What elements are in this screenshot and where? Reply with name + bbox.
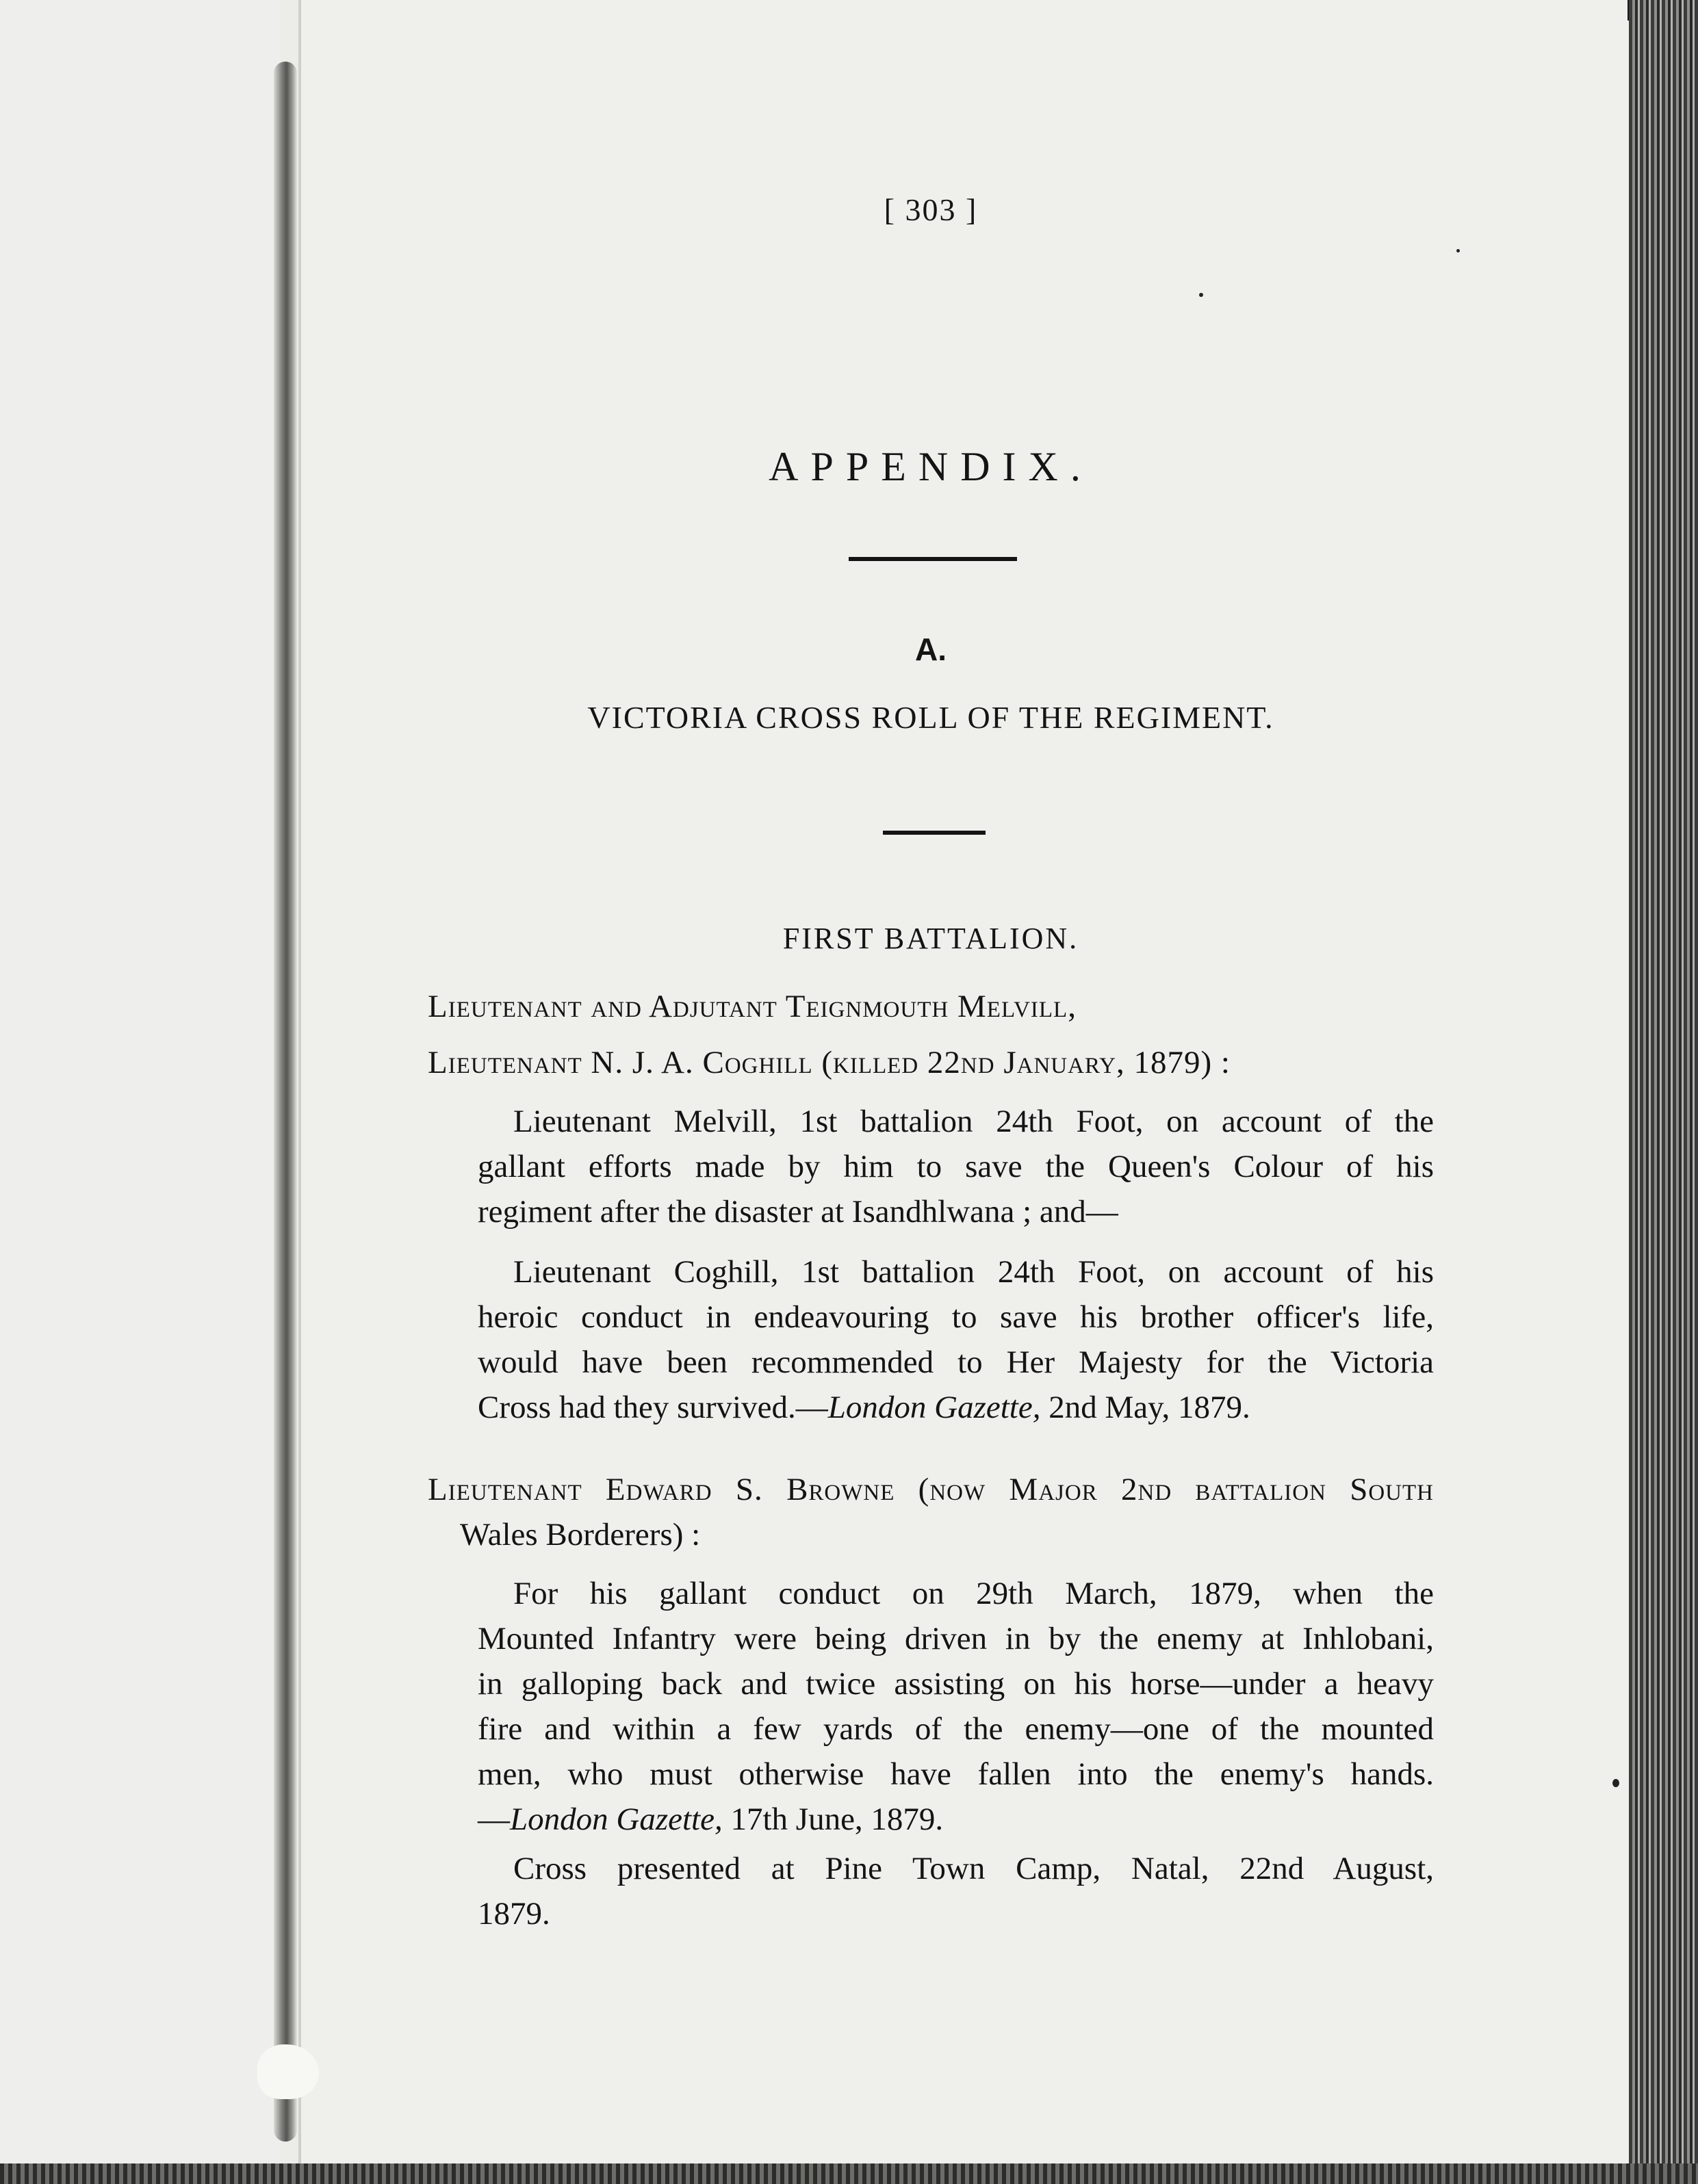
section-title: VICTORIA CROSS ROLL OF THE REGIMENT. <box>587 700 1274 735</box>
book-gutter <box>274 62 297 2142</box>
entry-2-heading-line-2: Wales Borderers) : <box>460 1517 701 1552</box>
page-title: APPENDIX. <box>769 444 1093 489</box>
text-line: gallant efforts made by him to save the Queen's Colour of his <box>478 1149 1434 1184</box>
page-number: [ 303 ] <box>884 192 978 227</box>
battalion-heading: FIRST BATTALION. <box>782 922 1079 955</box>
page-edges <box>1629 0 1698 2184</box>
text-fragment: Cross had they survived.— <box>478 1390 828 1425</box>
facing-page-margin <box>0 0 281 2184</box>
scan-speck <box>1612 1779 1619 1787</box>
text-line: men, who must otherwise have fallen into the enemy's hands. <box>478 1756 1434 1792</box>
entry-2-heading-line-1: Lieutenant Edward S. Browne (now Major 2nd battalion South <box>428 1472 1434 1507</box>
text-line: Lieutenant Coghill, 1st battalion 24th Foot, on account of his <box>513 1254 1434 1290</box>
gazette-citation: London Gazette, <box>510 1802 723 1837</box>
text-fragment: — <box>478 1802 510 1837</box>
text-line: Lieutenant Melvill, 1st battalion 24th Foot, on account of the <box>513 1104 1434 1139</box>
gazette-citation: London Gazette, <box>827 1390 1041 1425</box>
entry-1-heading-line-1: Lieutenant and Adjutant Teignmouth Melvill, <box>428 989 1077 1024</box>
text-line <box>478 1797 943 1842</box>
text-line <box>478 1385 1250 1430</box>
scan-speck <box>1456 249 1460 252</box>
text-line: heroic conduct in endeavouring to save his brother officer's life, <box>478 1299 1434 1335</box>
section-letter: A. <box>915 632 947 667</box>
text-fragment: 17th June, 1879. <box>722 1802 944 1837</box>
text-line: would have been recommended to Her Majesty for the Victoria <box>478 1344 1434 1380</box>
entry-1-heading-line-2: Lieutenant N. J. A. Coghill (killed 22nd January, 1879) : <box>428 1045 1231 1080</box>
text-line: in galloping back and twice assisting on his horse—under a heavy <box>478 1666 1434 1702</box>
text-line: For his gallant conduct on 29th March, 1879, when the <box>513 1576 1434 1611</box>
text-fragment: 2nd May, 1879. <box>1040 1390 1250 1425</box>
scan-speck <box>1199 293 1203 297</box>
text-line: Mounted Infantry were being driven in by the enemy at Inhlobani, <box>478 1621 1434 1656</box>
section-rule <box>883 831 986 835</box>
text-line: 1879. <box>478 1896 550 1932</box>
bottom-edge <box>0 2163 1698 2184</box>
text-line: fire and within a few yards of the enemy—one of the mounted <box>478 1711 1434 1747</box>
title-rule <box>849 557 1017 561</box>
paper-blot <box>257 2044 319 2099</box>
text-line: regiment after the disaster at Isandhlwana ; and— <box>478 1194 1118 1230</box>
text-line: Cross presented at Pine Town Camp, Natal, 22nd August, <box>513 1851 1434 1886</box>
